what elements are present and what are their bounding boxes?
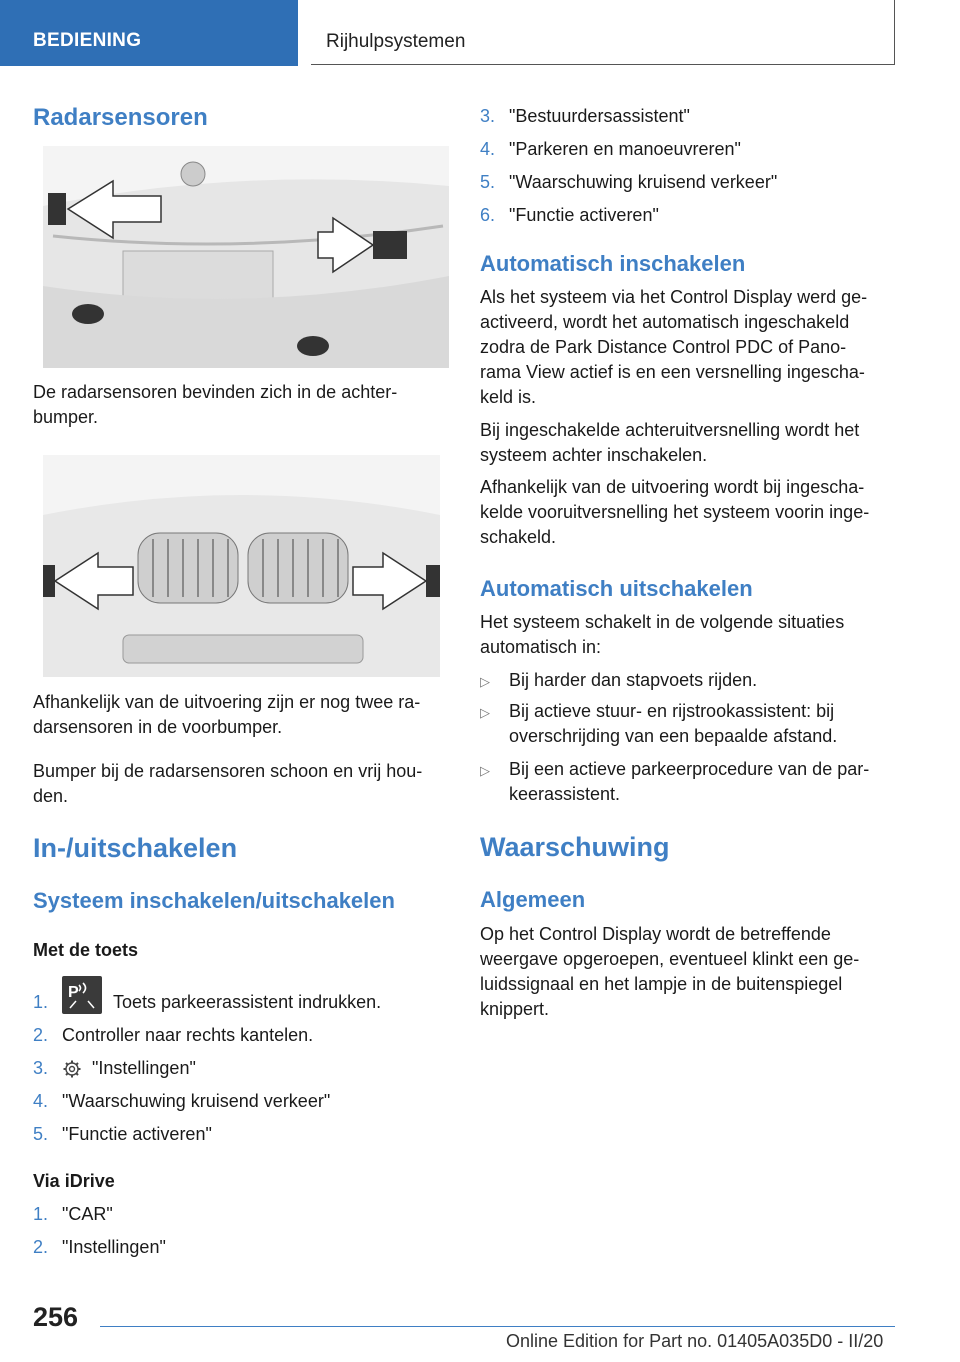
auto-off-heading: Automatisch uitschakelen [480, 576, 753, 601]
radar-sensors-heading: Radarsensoren [33, 104, 208, 131]
front-bumper-illustration [43, 455, 440, 677]
step-number: 3. [480, 106, 496, 126]
chapter-title: Rijhulpsystemen [326, 31, 466, 52]
svg-text:P: P [68, 984, 79, 1001]
list-item [480, 699, 895, 751]
step-text: "Instellingen" [62, 1237, 166, 1257]
button-method-label: Met de toets [33, 940, 139, 960]
list-item [33, 1202, 449, 1228]
list-item [480, 137, 895, 163]
step-number: 4. [33, 1091, 49, 1111]
reverse-gear-text: Bij ingeschakelde achteruitversnelling wordt het systeem achter inschakelen. [480, 420, 860, 465]
list-item [33, 1023, 449, 1049]
front-sensors-caption: Afhankelijk van de uitvoering zijn er nog twee ra- darsensoren in de voorbumper. [33, 692, 421, 737]
list-item [33, 1089, 449, 1115]
list-item [480, 104, 895, 130]
step-text: "CAR" [62, 1204, 113, 1224]
chapter-tab [311, 0, 895, 65]
bullet-triangle-icon: ▷ [480, 763, 490, 778]
list-item [33, 1122, 449, 1148]
step-number: 6. [480, 205, 496, 225]
step-number: 3. [33, 1058, 49, 1078]
general-text: Op het Control Display wordt de betreffende weergave opgeroepen, eventueel klinkt een ge- luidssignaal en het lampje in de buitenspiegel knippert. [480, 924, 860, 1019]
edition-note: Online Edition for Part no. 01405A035D0 - II/20 [506, 1331, 884, 1351]
footer-divider [100, 1326, 895, 1327]
step-text: "Functie activeren" [62, 1124, 212, 1144]
list-item [33, 984, 449, 1016]
list-item [480, 203, 895, 229]
auto-on-heading: Automatisch inschakelen [480, 251, 746, 276]
bullet-triangle-icon: ▷ [480, 705, 490, 720]
step-number: 2. [33, 1025, 49, 1045]
forward-gear-text: Afhankelijk van de uitvoering wordt bij ingescha- kelde vooruitversnelling het systeem voorin inge- schakeld. [480, 477, 870, 547]
step-number: 5. [480, 172, 496, 192]
gear-icon [62, 1059, 82, 1079]
switch-on-off-heading: In-/uitschakelen [33, 833, 238, 863]
warning-heading: Waarschuwing [480, 832, 670, 862]
step-text: "Parkeren en manoeuvreren" [509, 139, 741, 159]
step-number: 4. [480, 139, 496, 159]
rear-sensors-caption: De radarsensoren bevinden zich in de achter- bumper. [33, 382, 398, 427]
step-text: "Waarschuwing kruisend verkeer" [62, 1091, 331, 1111]
step-number: 1. [33, 1204, 49, 1224]
bullet-text: Bij actieve stuur- en rijstrookassistent: bij overschrijding van een bepaalde afstand. [509, 701, 838, 746]
bullet-text: Bij een actieve parkeerprocedure van de par- keerassistent. [509, 759, 870, 804]
list-item [480, 668, 895, 694]
park-assist-button-icon [62, 976, 102, 1014]
auto-off-text: Het systeem schakelt in de volgende situaties automatisch in: [480, 612, 845, 657]
section-title: BEDIENING [33, 30, 142, 51]
list-item [480, 170, 895, 196]
idrive-method-label: Via iDrive [33, 1171, 115, 1191]
clean-sensors-note: Bumper bij de radarsensoren schoon en vrij hou- den. [33, 761, 423, 806]
step-text: "Instellingen" [92, 1058, 196, 1078]
general-heading: Algemeen [480, 887, 586, 912]
rear-bumper-illustration [43, 146, 449, 368]
step-number: 5. [33, 1124, 49, 1144]
step-number: 2. [33, 1237, 49, 1257]
bullet-triangle-icon: ▷ [480, 674, 490, 689]
list-item [480, 757, 895, 809]
step-number: 1. [33, 992, 49, 1012]
step-text: "Bestuurdersassistent" [509, 106, 690, 126]
auto-on-text: Als het systeem via het Control Display werd ge- activeerd, wordt het automatisch ingeschakeld zodra de Park Distance Control PDC of Pano- rama View actief is en een versnelling ingescha- keld is. [480, 287, 868, 407]
step-text: "Waarschuwing kruisend verkeer" [509, 172, 778, 192]
list-item [33, 1056, 449, 1082]
list-item [33, 1235, 449, 1261]
system-on-off-heading: Systeem inschakelen/uitschakelen [33, 888, 395, 913]
section-tab [0, 0, 298, 66]
step-text: Toets parkeerassistent indrukken. [113, 992, 382, 1012]
page-number: 256 [33, 1302, 79, 1332]
bullet-text: Bij harder dan stapvoets rijden. [509, 670, 758, 690]
step-text: "Functie activeren" [509, 205, 659, 225]
step-text: Controller naar rechts kantelen. [62, 1025, 314, 1045]
